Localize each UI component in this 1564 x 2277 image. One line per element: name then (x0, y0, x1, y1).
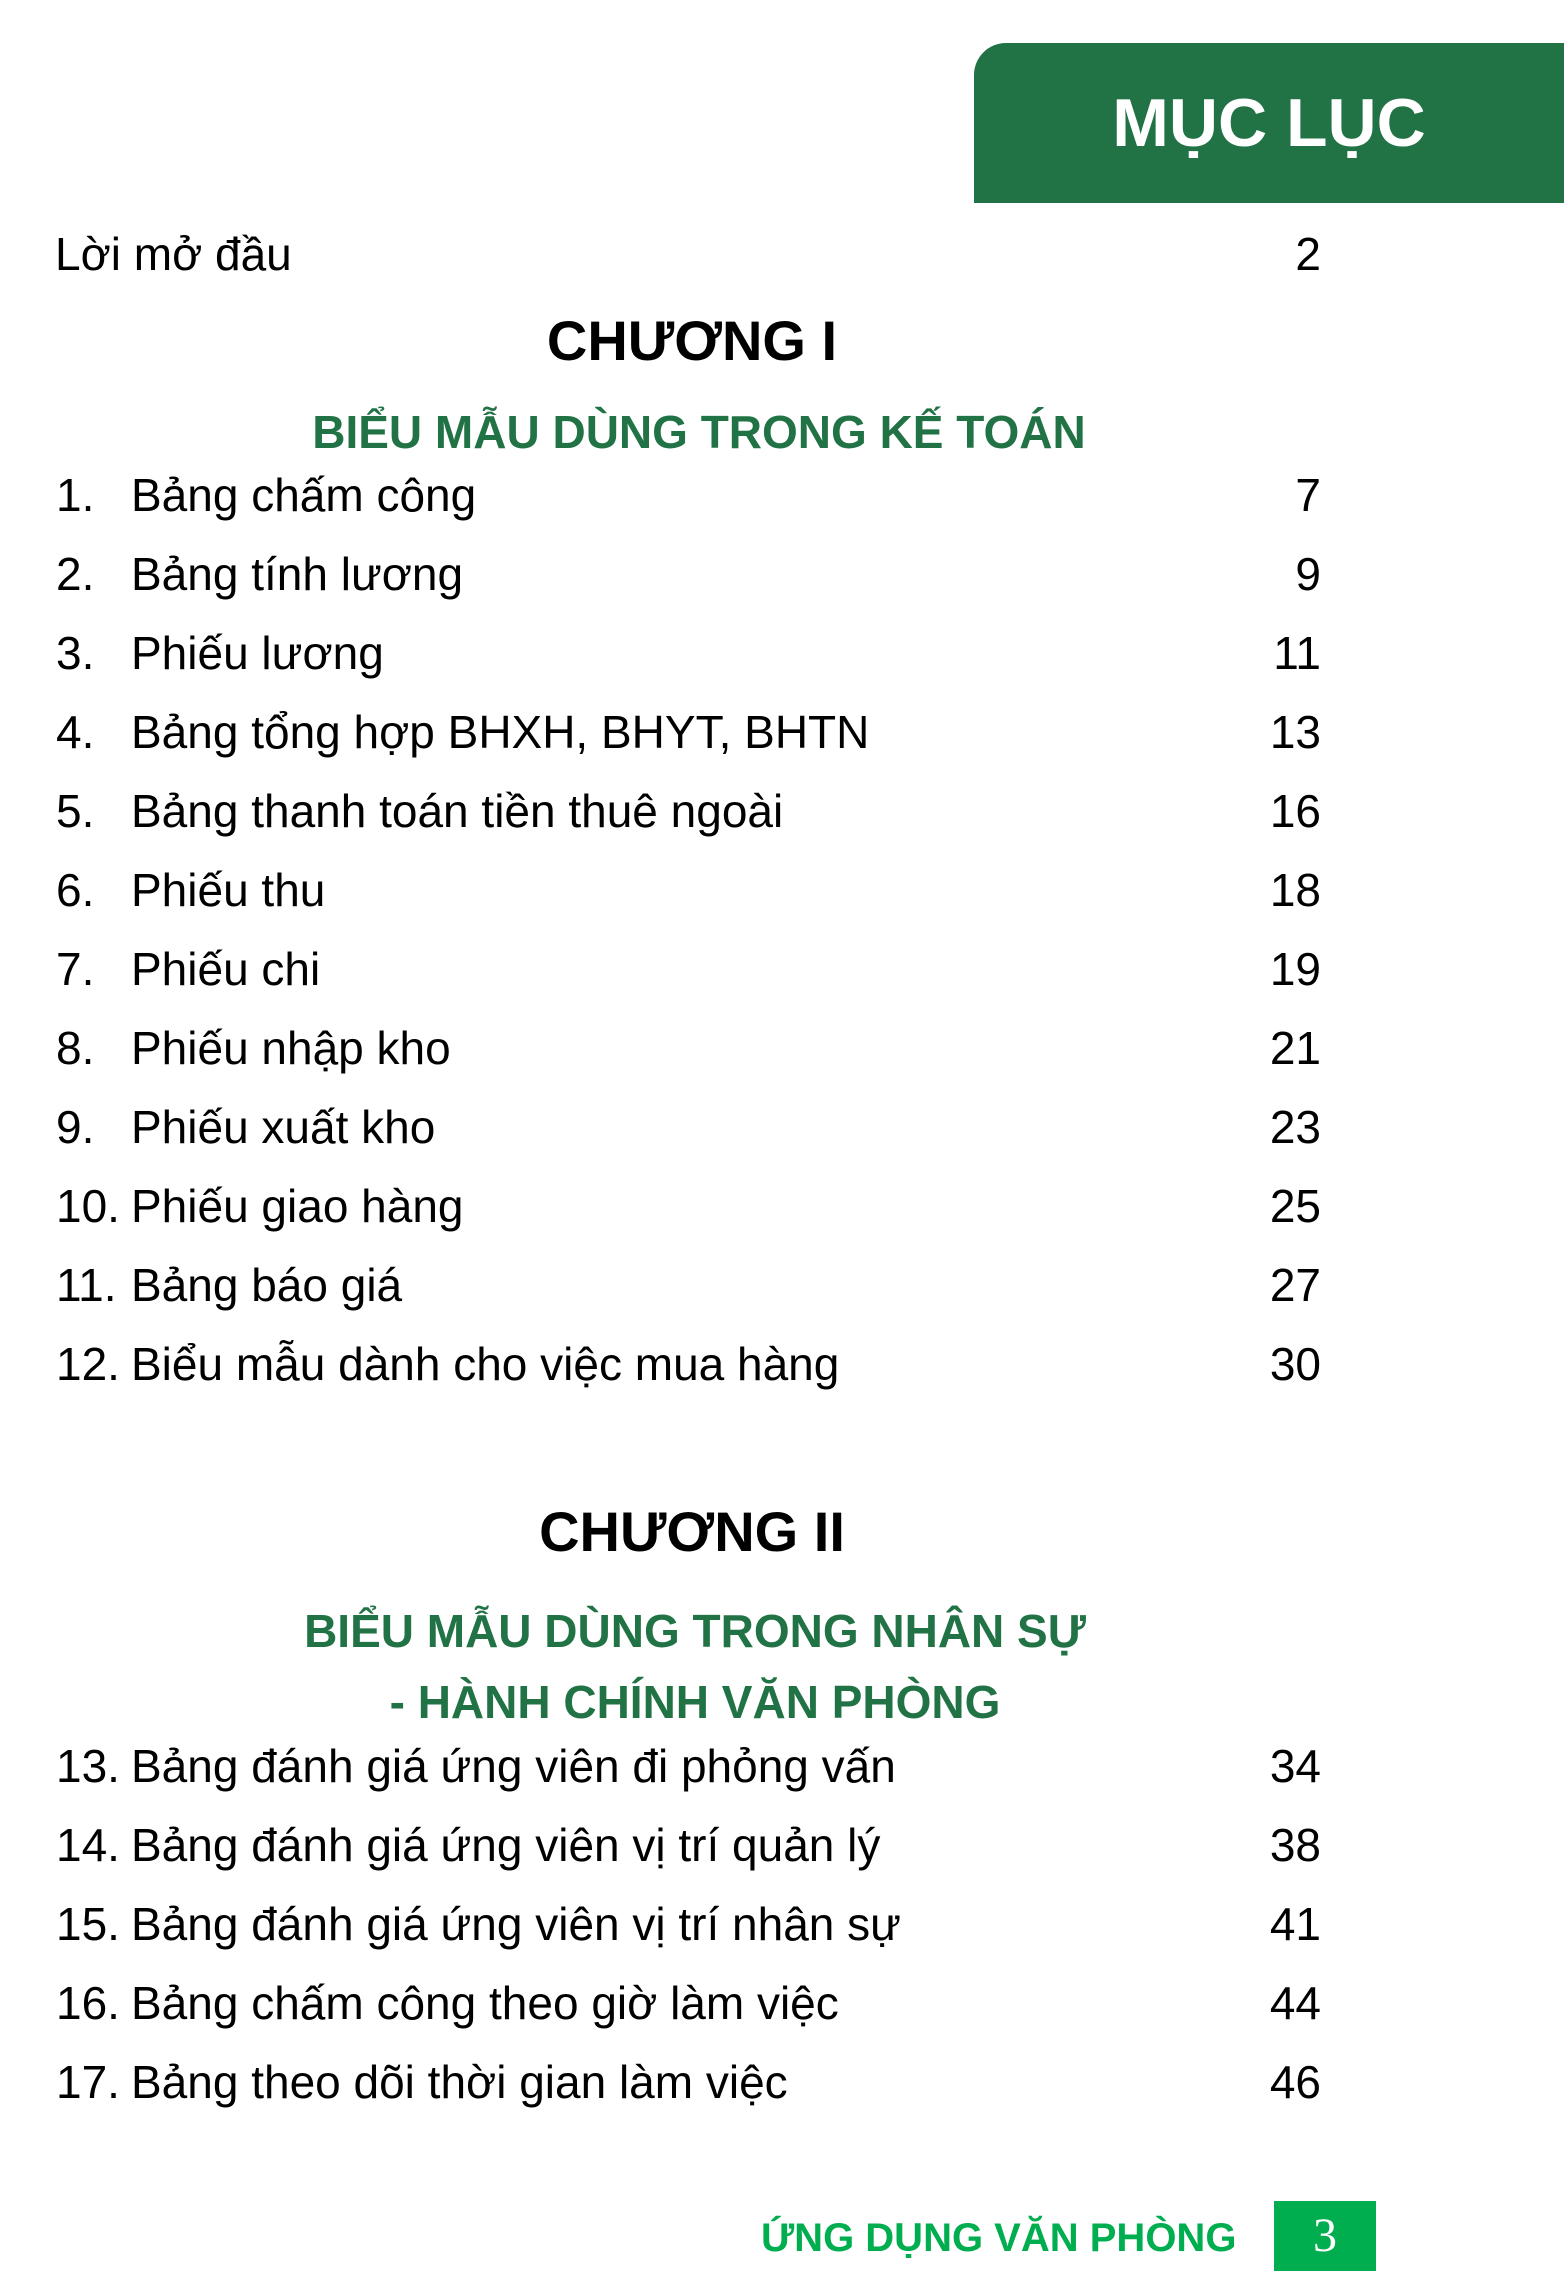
toc-entry[interactable] (0, 1898, 1564, 1950)
toc-entry-page: 11 (1273, 627, 1321, 679)
chapter-1-title: CHƯƠNG I (546, 309, 838, 372)
toc-entry[interactable] (0, 706, 1564, 758)
toc-title: MỤC LỤC (1112, 85, 1426, 161)
toc-entry[interactable] (0, 627, 1564, 679)
chapter-2-title: CHƯƠNG II (539, 1500, 845, 1563)
toc-entry-page: 13 (1269, 706, 1321, 758)
toc-entry-page: 34 (1269, 1740, 1321, 1792)
toc-entry[interactable] (0, 1977, 1564, 2029)
toc-entry-number: 10. (56, 1180, 120, 1232)
chapter-2-section-title-line-2: - HÀNH CHÍNH VĂN PHÒNG (389, 1676, 1001, 1728)
toc-entry-label: Lời mở đầu (55, 228, 292, 280)
toc-entry-page: 21 (1269, 1022, 1321, 1074)
toc-entry-label: Bảng tổng hợp BHXH, BHYT, BHTN (131, 706, 870, 758)
toc-entry-number: 9. (56, 1101, 95, 1153)
toc-entry-page: 18 (1269, 864, 1321, 916)
toc-entry-number: 1. (56, 469, 95, 521)
toc-entry[interactable] (0, 1740, 1564, 1792)
toc-entry[interactable] (0, 943, 1564, 995)
toc-entry-page: 9 (1295, 548, 1321, 600)
chapter-2-section-title-line-1: BIỂU MẪU DÙNG TRONG NHÂN SỰ (304, 1605, 1086, 1657)
toc-entry-label: Phiếu lương (131, 627, 384, 679)
toc-entry[interactable] (0, 2056, 1564, 2108)
toc-entry-label: Phiếu thu (131, 864, 326, 916)
toc-entry-page: 44 (1269, 1977, 1321, 2029)
toc-entry-label: Phiếu giao hàng (131, 1180, 464, 1232)
toc-entry[interactable] (0, 548, 1564, 600)
toc-entry-number: 13. (56, 1740, 120, 1792)
toc-entry-label: Bảng tính lương (131, 548, 464, 600)
toc-entry-number: 12. (56, 1338, 120, 1390)
toc-entry-label: Phiếu xuất kho (131, 1101, 436, 1153)
footer-page-number: 3 (1274, 2201, 1376, 2271)
toc-entry[interactable] (0, 1259, 1564, 1311)
toc-entry-number: 4. (56, 706, 95, 758)
toc-entry-number: 15. (56, 1898, 120, 1950)
toc-entry-intro[interactable] (0, 228, 1564, 280)
toc-entry-label: Bảng thanh toán tiền thuê ngoài (131, 785, 784, 837)
toc-entry-label: Bảng đánh giá ứng viên vị trí quản lý (131, 1819, 881, 1871)
toc-entry-label: Phiếu nhập kho (131, 1022, 451, 1074)
toc-entry-label: Phiếu chi (131, 943, 321, 995)
footer-book-title: ỨNG DỤNG VĂN PHÒNG (761, 2216, 1237, 2260)
toc-entry-page: 2 (1295, 228, 1321, 280)
toc-entry[interactable] (0, 1819, 1564, 1871)
toc-entry[interactable] (0, 1101, 1564, 1153)
toc-entry[interactable] (0, 469, 1564, 521)
toc-entry-label: Bảng chấm công (131, 469, 477, 521)
toc-entry-number: 5. (56, 785, 95, 837)
toc-entry-page: 19 (1269, 943, 1321, 995)
chapter-1-section-title: BIỂU MẪU DÙNG TRONG KẾ TOÁN (312, 406, 1086, 458)
toc-entry-number: 7. (56, 943, 95, 995)
toc-entry-page: 38 (1269, 1819, 1321, 1871)
toc-entry-label: Bảng đánh giá ứng viên đi phỏng vấn (131, 1740, 896, 1792)
toc-entry-page: 30 (1269, 1338, 1321, 1390)
toc-entry-number: 6. (56, 864, 95, 916)
toc-entry[interactable] (0, 785, 1564, 837)
toc-entry[interactable] (0, 864, 1564, 916)
toc-entry-page: 23 (1269, 1101, 1321, 1153)
toc-entry-page: 27 (1269, 1259, 1321, 1311)
toc-entry-page: 25 (1269, 1180, 1321, 1232)
toc-entry-number: 3. (56, 627, 95, 679)
toc-entry-number: 8. (56, 1022, 95, 1074)
toc-entry[interactable] (0, 1180, 1564, 1232)
toc-entry-page: 46 (1269, 2056, 1321, 2108)
toc-entry-page: 41 (1269, 1898, 1321, 1950)
toc-entry-label: Bảng báo giá (131, 1259, 403, 1311)
toc-entry-number: 11. (56, 1259, 117, 1311)
toc-entry-number: 16. (56, 1977, 120, 2029)
toc-entry-label: Bảng theo dõi thời gian làm việc (131, 2056, 788, 2108)
toc-entry[interactable] (0, 1338, 1564, 1390)
toc-entry-label: Bảng đánh giá ứng viên vị trí nhân sự (131, 1898, 901, 1950)
toc-entry-page: 7 (1295, 469, 1321, 521)
toc-entry-number: 17. (56, 2056, 120, 2108)
toc-entry[interactable] (0, 1022, 1564, 1074)
toc-entry-number: 2. (56, 548, 95, 600)
toc-entry-page: 16 (1269, 785, 1321, 837)
toc-entry-label: Bảng chấm công theo giờ làm việc (131, 1977, 839, 2029)
toc-entry-number: 14. (56, 1819, 120, 1871)
toc-entry-label: Biểu mẫu dành cho việc mua hàng (131, 1338, 840, 1390)
